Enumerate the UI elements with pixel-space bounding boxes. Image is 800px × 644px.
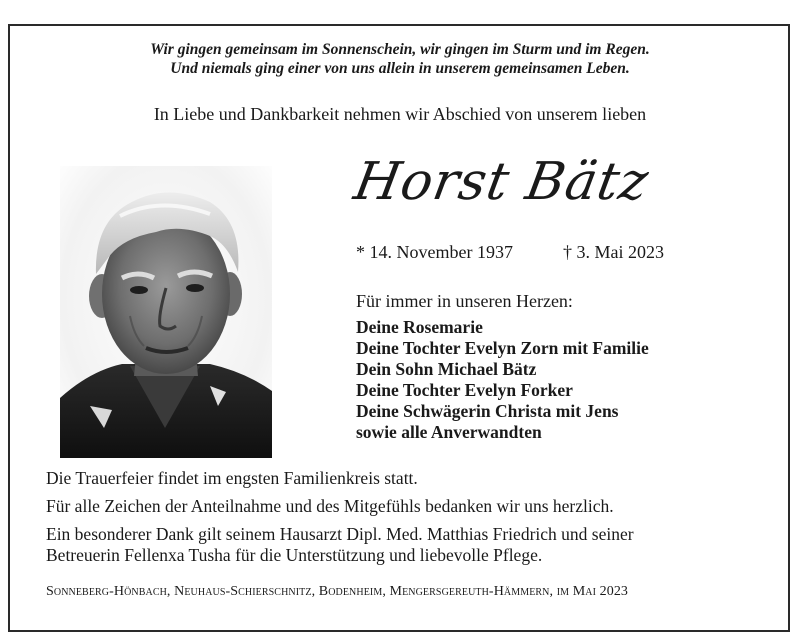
mourner-item: Deine Rosemarie [356,317,483,337]
death-date: † 3. Mai 2023 [563,242,664,262]
poem-line-2: Und niemals ging einer von uns allein in unserem gemeinsamen Leben. [170,60,630,77]
mourner-item: Deine Tochter Evelyn Zorn mit Familie [356,338,649,358]
special-thanks-line-2: Betreuerin Fellenxa Tusha für die Unterstützung und liebevolle Pflege. [46,545,543,565]
special-thanks-line-1: Ein besonderer Dank gilt seinem Hausarzt Dipl. Med. Matthias Friedrich und seiner [46,524,634,544]
places-line: Sonneberg-Hönbach, Neuhaus-Schierschnitz, Bodenheim, Mengersgereuth-Hämmern, im Mai 2023 [46,584,629,599]
mourner-item: sowie alle Anverwandten [356,422,542,442]
mourner-item: Dein Sohn Michael Bätz [356,359,537,379]
deceased-name: Horst Bätz [349,152,654,212]
top-margin [0,0,800,22]
birth-date: * 14. November 1937 [356,242,513,262]
funeral-text: Die Trauerfeier findet im engsten Familienkreis statt. [46,468,418,488]
mourners-list [356,317,649,443]
intro-text: In Liebe und Dankbarkeit nehmen wir Abschied von unserem lieben [153,104,647,124]
mourner-item: Deine Schwägerin Christa mit Jens [356,401,619,421]
portrait-photo [60,166,272,458]
forever-line: Für immer in unseren Herzen: [356,291,573,311]
thanks-text: Für alle Zeichen der Anteilnahme und des Mitgefühls bedanken wir uns herzlich. [46,496,614,516]
poem-line-1: Wir gingen gemeinsam im Sonnenschein, wir gingen im Sturm und im Regen. [150,41,650,58]
mourner-item: Deine Tochter Evelyn Forker [356,380,573,400]
